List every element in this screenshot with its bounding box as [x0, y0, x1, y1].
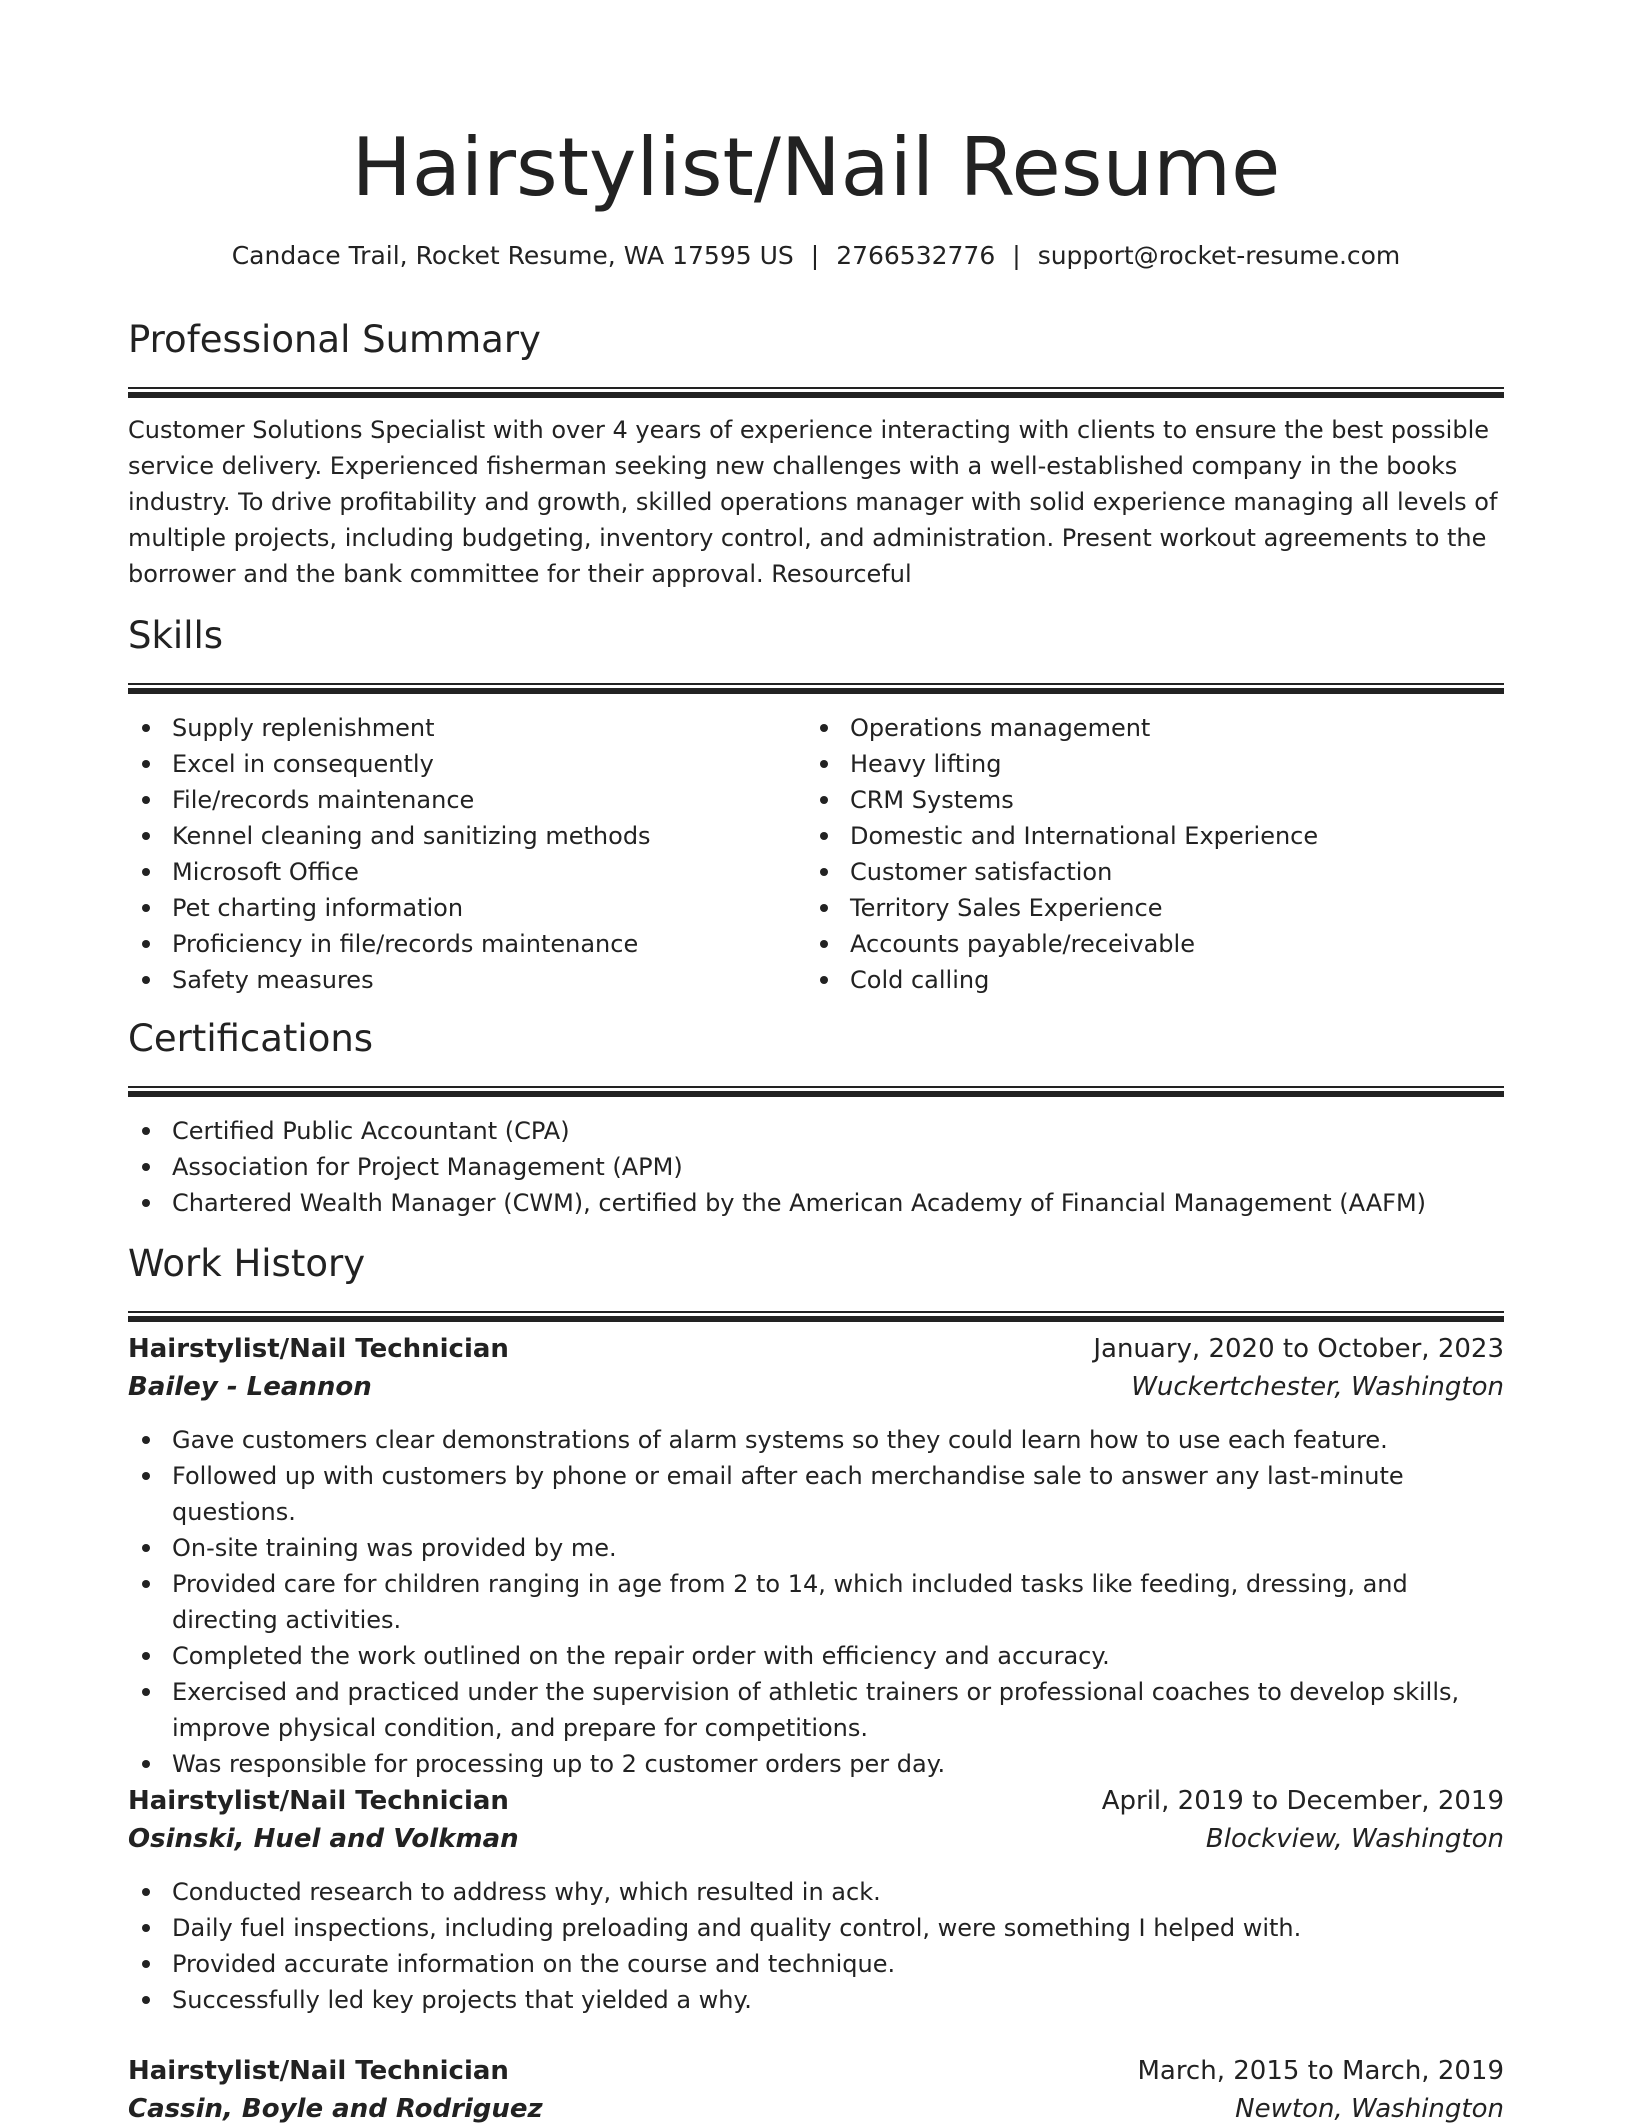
job-bullet: On-site training was provided by me. [128, 1530, 1504, 1566]
skills-heading: Skills [128, 614, 224, 657]
certifications-heading: Certifications [128, 1017, 374, 1060]
job-header [128, 1782, 1504, 1820]
skill-item: Excel in consequently [128, 746, 806, 782]
job-bullet: Completed the work outlined on the repair order with efficiency and accuracy. [128, 1638, 1504, 1674]
skill-item: Domestic and International Experience [806, 818, 1484, 854]
certification-item: Certified Public Accountant (CPA) [128, 1113, 1504, 1149]
job-bullets [128, 1874, 1504, 2018]
skill-item: Territory Sales Experience [806, 890, 1484, 926]
skills-columns [128, 710, 1504, 998]
certifications-list [128, 1113, 1504, 1221]
job-title: Hairstylist/Nail Technician [128, 1334, 509, 1364]
job-bullet: Followed up with customers by phone or email after each merchandise sale to answer any last-minute questions. [128, 1458, 1504, 1530]
job-location: Newton, Washington [1235, 2094, 1504, 2124]
section-divider [128, 1086, 1504, 1097]
job-bullet: Conducted research to address why, which resulted in ack. [128, 1874, 1504, 1910]
job-bullet: Daily fuel inspections, including preloading and quality control, were something I helped with. [128, 1910, 1504, 1946]
section-divider [128, 683, 1504, 694]
skills-section [128, 612, 1504, 998]
job-header [128, 2052, 1504, 2090]
section-divider [128, 387, 1504, 398]
skill-item: Supply replenishment [128, 710, 806, 746]
skill-item: Pet charting information [128, 890, 806, 926]
skills-list-left [128, 710, 806, 998]
skill-item: Accounts payable/receivable [806, 926, 1484, 962]
skill-item: Heavy lifting [806, 746, 1484, 782]
job-title: Hairstylist/Nail Technician [128, 1786, 509, 1816]
job-location: Blockview, Washington [1205, 1824, 1504, 1854]
contact-email[interactable]: support@rocket-resume.com [1037, 241, 1401, 270]
summary-section [128, 316, 1504, 592]
job-dates: January, 2020 to October, 2023 [1093, 1334, 1504, 1364]
contact-phone: 2766532776 [836, 241, 996, 270]
skill-item: File/records maintenance [128, 782, 806, 818]
certification-item: Chartered Wealth Manager (CWM), certified by the American Academy of Financial Management (AAFM) [128, 1185, 1504, 1221]
skills-list-right [806, 710, 1484, 998]
job-location: Wuckertchester, Washington [1131, 1372, 1504, 1402]
job-subheader [128, 1368, 1504, 1406]
skill-item: Customer satisfaction [806, 854, 1484, 890]
job-company: Osinski, Huel and Volkman [128, 1824, 519, 1854]
job-bullet: Provided care for children ranging in age from 2 to 14, which included tasks like feeding, dressing, and directing activities. [128, 1566, 1504, 1638]
work-history-heading: Work History [128, 1242, 366, 1285]
contact-separator: | [810, 241, 820, 270]
contact-address: Candace Trail, Rocket Resume, WA 17595 US [231, 241, 794, 270]
job-title: Hairstylist/Nail Technician [128, 2056, 509, 2086]
job-dates: April, 2019 to December, 2019 [1101, 1786, 1504, 1816]
job-company: Cassin, Boyle and Rodriguez [128, 2094, 543, 2124]
skill-item: Cold calling [806, 962, 1484, 998]
summary-heading: Professional Summary [128, 318, 541, 361]
skill-item: Safety measures [128, 962, 806, 998]
contact-line [128, 238, 1504, 274]
job-dates: March, 2015 to March, 2019 [1137, 2056, 1504, 2086]
job-bullet: Was responsible for processing up to 2 customer orders per day. [128, 1746, 1504, 1782]
job-bullet: Gave customers clear demonstrations of alarm systems so they could learn how to use each feature. [128, 1422, 1504, 1458]
skill-item: Kennel cleaning and sanitizing methods [128, 818, 806, 854]
job-entry [128, 1782, 1504, 2018]
skill-item: Operations management [806, 710, 1484, 746]
certification-item: Association for Project Management (APM) [128, 1149, 1504, 1185]
resume-title: Hairstylist/Nail Resume [351, 121, 1281, 214]
skill-item: Proficiency in file/records maintenance [128, 926, 806, 962]
job-company: Bailey - Leannon [128, 1372, 372, 1402]
job-header [128, 1330, 1504, 1368]
job-bullets [128, 1422, 1504, 1782]
job-bullet: Exercised and practiced under the supervision of athletic trainers or professional coaches to develop skills, improve physical condition, and prepare for competitions. [128, 1674, 1504, 1746]
job-subheader [128, 1820, 1504, 1858]
job-subheader [128, 2090, 1504, 2128]
job-entry [128, 2052, 1504, 2128]
job-bullet: Provided accurate information on the course and technique. [128, 1946, 1504, 1982]
certifications-section [128, 1015, 1504, 1221]
summary-text: Customer Solutions Specialist with over 4 years of experience interacting with clients to ensure the best possible service delivery. Experienced fisherman seeking new challenges with a well-established company in the books industry. To drive profitability and growth, skilled operations manager with solid experience managing all levels of multiple projects, including budgeting, inventory control, and administration. Present workout agreements to the borrower and the bank committee for their approval. Resourceful [128, 416, 1498, 588]
skill-item: CRM Systems [806, 782, 1484, 818]
job-entry [128, 1330, 1504, 1782]
skill-item: Microsoft Office [128, 854, 806, 890]
work-history-section [128, 1240, 1504, 1322]
contact-separator: | [1012, 241, 1021, 270]
job-bullet: Successfully led key projects that yielded a why. [128, 1982, 1504, 2018]
section-divider [128, 1311, 1504, 1322]
